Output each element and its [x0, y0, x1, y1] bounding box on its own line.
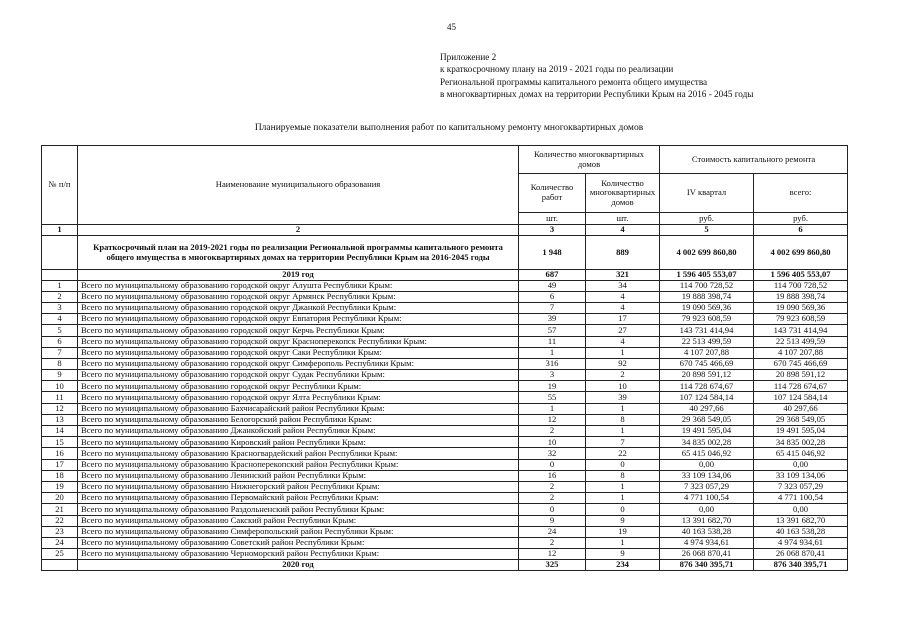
row-total: 34 835 002,28	[754, 437, 848, 448]
row-works: 6	[519, 291, 586, 302]
year-works: 325	[519, 560, 586, 571]
row-number: 7	[42, 347, 78, 358]
row-houses: 1	[586, 481, 660, 492]
table-row	[42, 448, 848, 459]
row-name: Всего по муниципальному образованию городской округ Джанкой Республики Крым:	[78, 302, 519, 313]
table-row	[42, 426, 848, 437]
row-total: 4 974 934,61	[754, 537, 848, 548]
row-quarter: 0,00	[660, 504, 754, 515]
row-name: Всего по муниципальному образованию Кировский район Республики Крым:	[78, 437, 519, 448]
row-name: Всего по муниципальному образованию городской округ Симферополь Республики Крым:	[78, 358, 519, 369]
table-row	[42, 470, 848, 481]
row-quarter: 143 731 414,94	[660, 325, 754, 336]
header-name: Наименование муниципального образования	[78, 146, 519, 225]
year-num	[42, 270, 78, 281]
row-houses: 22	[586, 448, 660, 459]
row-total: 143 731 414,94	[754, 325, 848, 336]
unit-pcs: шт.	[519, 213, 586, 225]
row-number: 24	[42, 537, 78, 548]
row-works: 9	[519, 515, 586, 526]
table-row	[42, 291, 848, 302]
row-number: 9	[42, 370, 78, 381]
year-total: 876 340 395,71	[754, 560, 848, 571]
row-houses: 8	[586, 470, 660, 481]
year-label: 2020 год	[78, 560, 519, 571]
row-works: 2	[519, 426, 586, 437]
row-houses: 1	[586, 493, 660, 504]
row-name: Всего по муниципальному образованию Бахчисарайский район Республики Крым:	[78, 403, 519, 414]
row-number: 14	[42, 426, 78, 437]
appendix-note	[440, 51, 753, 101]
column-number: 2	[78, 225, 519, 236]
row-total: 65 415 046,92	[754, 448, 848, 459]
row-name: Всего по муниципальному образованию Симферопольский район Республики Крым:	[78, 526, 519, 537]
row-number: 21	[42, 504, 78, 515]
document-title: Планируемые показатели выполнения работ по капитальному ремонту многоквартирных домов	[254, 123, 644, 133]
row-name: Всего по муниципальному образованию Черноморский район Республики Крым:	[78, 549, 519, 560]
table-row	[42, 526, 848, 537]
row-number: 16	[42, 448, 78, 459]
row-name: Всего по муниципальному образованию городской округ Евпатория Республики Крым:	[78, 314, 519, 325]
row-quarter: 65 415 046,92	[660, 448, 754, 459]
row-total: 19 888 398,74	[754, 291, 848, 302]
table-row	[42, 302, 848, 313]
year-total: 1 596 405 553,07	[754, 270, 848, 281]
row-number: 19	[42, 481, 78, 492]
row-name: Всего по муниципальному образованию Красногвардейский район Республики Крым:	[78, 448, 519, 459]
row-name: Всего по муниципальному образованию городской округ Ялта Республики Крым:	[78, 392, 519, 403]
row-total: 4 771 100,54	[754, 493, 848, 504]
table-row	[42, 280, 848, 291]
row-works: 12	[519, 414, 586, 425]
row-number: 10	[42, 381, 78, 392]
header-group-cost: Стоимость капитального ремонта	[660, 146, 848, 174]
row-name: Всего по муниципальному образованию городской округ Судак Республики Крым:	[78, 370, 519, 381]
row-name: Всего по муниципальному образованию Первомайский район Республики Крым:	[78, 493, 519, 504]
row-total: 20 898 591,12	[754, 370, 848, 381]
unit-rub: руб.	[660, 213, 754, 225]
row-houses: 0	[586, 459, 660, 470]
row-quarter: 19 491 595,04	[660, 426, 754, 437]
row-houses: 17	[586, 314, 660, 325]
row-name: Всего по муниципальному образованию Раздольненский район Республики Крым:	[78, 504, 519, 515]
row-works: 57	[519, 325, 586, 336]
row-name: Всего по муниципальному образованию городской округ Саки Республики Крым:	[78, 347, 519, 358]
row-quarter: 4 771 100,54	[660, 493, 754, 504]
table-row	[42, 358, 848, 369]
row-total: 26 068 870,41	[754, 549, 848, 560]
row-total: 4 107 207,88	[754, 347, 848, 358]
row-name: Всего по муниципальному образованию городской округ Алушта Республики Крым:	[78, 280, 519, 291]
column-number: 3	[519, 225, 586, 236]
row-houses: 9	[586, 549, 660, 560]
row-number: 8	[42, 358, 78, 369]
row-quarter: 34 835 002,28	[660, 437, 754, 448]
table-row	[42, 392, 848, 403]
year-works: 687	[519, 270, 586, 281]
row-number: 1	[42, 280, 78, 291]
row-total: 0,00	[754, 459, 848, 470]
year-quarter: 876 340 395,71	[660, 560, 754, 571]
row-number: 22	[42, 515, 78, 526]
table-row	[42, 493, 848, 504]
row-works: 0	[519, 504, 586, 515]
column-number: 1	[42, 225, 78, 236]
appendix-line: к краткосрочному плану на 2019 - 2021 годы по реализации	[440, 64, 674, 75]
row-total: 22 513 499,59	[754, 336, 848, 347]
table-row	[42, 515, 848, 526]
column-number: 5	[660, 225, 754, 236]
row-works: 1	[519, 347, 586, 358]
row-name: Всего по муниципальному образованию Белогорский район Республики Крым:	[78, 414, 519, 425]
row-quarter: 29 368 549,05	[660, 414, 754, 425]
row-houses: 27	[586, 325, 660, 336]
row-works: 10	[519, 437, 586, 448]
row-houses: 0	[586, 504, 660, 515]
row-houses: 4	[586, 336, 660, 347]
table-row	[42, 325, 848, 336]
header-houses: Количество многоквартирных домов	[586, 174, 660, 213]
table-row	[42, 314, 848, 325]
row-number: 5	[42, 325, 78, 336]
row-quarter: 0,00	[660, 459, 754, 470]
row-works: 3	[519, 370, 586, 381]
row-number: 11	[42, 392, 78, 403]
row-quarter: 19 090 569,36	[660, 302, 754, 313]
column-number: 6	[754, 225, 848, 236]
row-works: 1	[519, 403, 586, 414]
summary-num	[42, 236, 78, 270]
appendix-line: в многоквартирных домах на территории Республики Крым на 2016 - 2045 годы	[440, 89, 754, 100]
row-total: 13 391 682,70	[754, 515, 848, 526]
row-name: Всего по муниципальному образованию городской округ Красноперекопск Республики Крым:	[78, 336, 519, 347]
row-works: 32	[519, 448, 586, 459]
unit-rub: руб.	[754, 213, 848, 225]
header-total: всего:	[754, 174, 848, 213]
row-number: 25	[42, 549, 78, 560]
row-name: Всего по муниципальному образованию городской округ Армянск Республики Крым:	[78, 291, 519, 302]
table-row	[42, 537, 848, 548]
table-row	[42, 481, 848, 492]
row-name: Всего по муниципальному образованию Советский район Республики Крым:	[78, 537, 519, 548]
row-works: 49	[519, 280, 586, 291]
row-number: 13	[42, 414, 78, 425]
row-quarter: 40 297,66	[660, 403, 754, 414]
year-houses: 321	[586, 270, 660, 281]
row-works: 2	[519, 537, 586, 548]
row-total: 40 163 538,28	[754, 526, 848, 537]
summary-total: 4 002 699 860,80	[754, 236, 848, 270]
header-num: № п/п	[42, 146, 78, 225]
row-houses: 4	[586, 302, 660, 313]
row-number: 6	[42, 336, 78, 347]
row-works: 2	[519, 481, 586, 492]
row-total: 79 923 608,59	[754, 314, 848, 325]
row-houses: 19	[586, 526, 660, 537]
row-name: Всего по муниципальному образованию Ленинский район Республики Крым:	[78, 470, 519, 481]
row-total: 107 124 584,14	[754, 392, 848, 403]
row-number: 20	[42, 493, 78, 504]
unit-pcs: шт.	[586, 213, 660, 225]
row-name: Всего по муниципальному образованию Нижнегорский район Республики Крым:	[78, 481, 519, 492]
header-group-count: Количество многоквартирных домов	[519, 146, 660, 174]
header-works: Количество работ	[519, 174, 586, 213]
row-number: 17	[42, 459, 78, 470]
row-quarter: 670 745 466,69	[660, 358, 754, 369]
row-name: Всего по муниципальному образованию Сакский район Республики Крым:	[78, 515, 519, 526]
page-number: 45	[447, 22, 456, 32]
table-row	[42, 336, 848, 347]
row-name: Всего по муниципальному образованию городской округ Республики Крым:	[78, 381, 519, 392]
row-works: 2	[519, 493, 586, 504]
row-works: 24	[519, 526, 586, 537]
summary-houses: 889	[586, 236, 660, 270]
row-name: Всего по муниципальному образованию городской округ Керчь Республики Крым:	[78, 325, 519, 336]
row-total: 33 109 134,06	[754, 470, 848, 481]
row-number: 12	[42, 403, 78, 414]
row-works: 55	[519, 392, 586, 403]
column-number: 4	[586, 225, 660, 236]
row-quarter: 26 068 870,41	[660, 549, 754, 560]
row-quarter: 33 109 134,06	[660, 470, 754, 481]
row-quarter: 114 728 674,67	[660, 381, 754, 392]
row-works: 19	[519, 381, 586, 392]
row-quarter: 13 391 682,70	[660, 515, 754, 526]
row-quarter: 40 163 538,28	[660, 526, 754, 537]
table-row	[42, 459, 848, 470]
row-houses: 34	[586, 280, 660, 291]
row-quarter: 107 124 584,14	[660, 392, 754, 403]
row-works: 0	[519, 459, 586, 470]
row-houses: 1	[586, 403, 660, 414]
row-number: 2	[42, 291, 78, 302]
appendix-line: Приложение 2	[440, 52, 497, 62]
row-houses: 1	[586, 347, 660, 358]
row-houses: 9	[586, 515, 660, 526]
table-row	[42, 414, 848, 425]
row-total: 114 700 728,52	[754, 280, 848, 291]
header-quarter: IV квартал	[660, 174, 754, 213]
table-row	[42, 504, 848, 515]
year-label: 2019 год	[78, 270, 519, 281]
row-houses: 10	[586, 381, 660, 392]
row-number: 18	[42, 470, 78, 481]
row-quarter: 22 513 499,59	[660, 336, 754, 347]
row-number: 23	[42, 526, 78, 537]
row-works: 316	[519, 358, 586, 369]
appendix-line: Региональной программы капитального ремонта общего имущества	[440, 76, 708, 87]
row-works: 11	[519, 336, 586, 347]
row-quarter: 7 323 057,29	[660, 481, 754, 492]
table-row	[42, 370, 848, 381]
row-number: 4	[42, 314, 78, 325]
row-name: Всего по муниципальному образованию Красноперекопский район Республики Крым:	[78, 459, 519, 470]
table-row	[42, 437, 848, 448]
row-quarter: 20 898 591,12	[660, 370, 754, 381]
row-houses: 8	[586, 414, 660, 425]
row-houses: 4	[586, 291, 660, 302]
row-name: Всего по муниципальному образованию Джанкойский район Республики Крым:	[78, 426, 519, 437]
row-number: 15	[42, 437, 78, 448]
summary-name: Краткосрочный план на 2019-2021 годы по реализации Региональной программы капитального ремонта общего имущества в многоквартирных домах на территории Республики Крым на 2016-2045 годы	[78, 236, 519, 270]
table-row	[42, 347, 848, 358]
row-total: 19 491 595,04	[754, 426, 848, 437]
row-total: 0,00	[754, 504, 848, 515]
row-houses: 1	[586, 426, 660, 437]
table-row	[42, 381, 848, 392]
table-row	[42, 403, 848, 414]
year-num	[42, 560, 78, 571]
row-houses: 1	[586, 537, 660, 548]
table-row	[42, 549, 848, 560]
row-houses: 7	[586, 437, 660, 448]
row-quarter: 19 888 398,74	[660, 291, 754, 302]
summary-works: 1 948	[519, 236, 586, 270]
row-total: 19 090 569,36	[754, 302, 848, 313]
row-total: 40 297,66	[754, 403, 848, 414]
row-total: 670 745 466,69	[754, 358, 848, 369]
row-quarter: 79 923 608,59	[660, 314, 754, 325]
row-houses: 39	[586, 392, 660, 403]
row-quarter: 4 974 934,61	[660, 537, 754, 548]
year-quarter: 1 596 405 553,07	[660, 270, 754, 281]
row-works: 16	[519, 470, 586, 481]
indicators-table	[41, 145, 848, 571]
year-houses: 234	[586, 560, 660, 571]
row-houses: 2	[586, 370, 660, 381]
row-works: 7	[519, 302, 586, 313]
row-works: 12	[519, 549, 586, 560]
row-total: 114 728 674,67	[754, 381, 848, 392]
summary-quarter: 4 002 699 860,80	[660, 236, 754, 270]
row-works: 39	[519, 314, 586, 325]
row-total: 29 368 549,05	[754, 414, 848, 425]
row-quarter: 4 107 207,88	[660, 347, 754, 358]
row-number: 3	[42, 302, 78, 313]
row-houses: 92	[586, 358, 660, 369]
row-quarter: 114 700 728,52	[660, 280, 754, 291]
row-total: 7 323 057,29	[754, 481, 848, 492]
